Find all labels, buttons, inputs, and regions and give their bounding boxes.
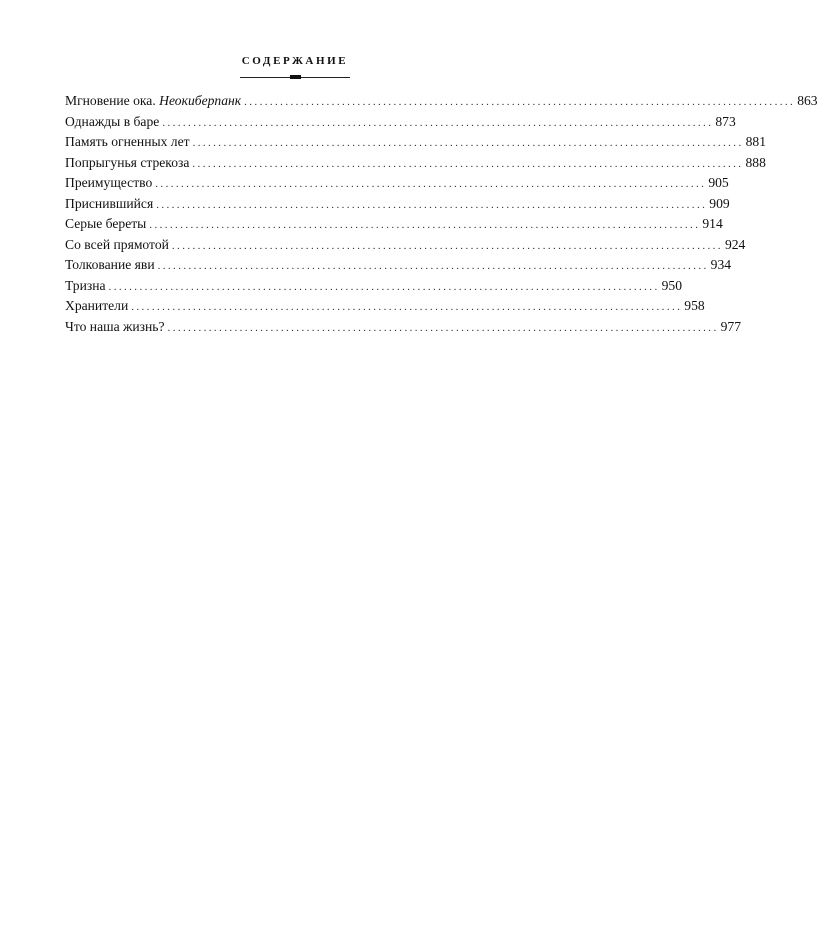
toc-entry	[65, 194, 730, 215]
toc-entry-page: 924	[724, 236, 746, 252]
toc-entry-page: 863	[797, 93, 818, 108]
dot-leader: ...........................................................................................................	[149, 219, 701, 231]
toc-entry-title: Толкование яви	[65, 257, 155, 272]
dot-leader: ...........................................................................................................	[244, 96, 796, 108]
toc-entry-title: Что наша жизнь?	[65, 318, 165, 334]
dot-leader: ...........................................................................................................	[131, 301, 683, 313]
toc-entry-page: 914	[702, 216, 723, 231]
table-of-contents	[65, 91, 818, 337]
heading-rule-ornament	[290, 75, 301, 79]
toc-entry	[65, 132, 767, 153]
toc-entry-title: Приснившийся	[65, 195, 154, 211]
dot-leader: ...........................................................................................................	[155, 178, 707, 190]
toc-entry-page: 873	[715, 113, 736, 129]
toc-entry-title: Хранители	[65, 298, 129, 313]
toc-entry-page: 934	[710, 257, 732, 272]
dot-leader: ...........................................................................................................	[108, 280, 660, 293]
toc-entry	[65, 276, 682, 297]
toc-entry-title: Со всей прямотой	[65, 236, 169, 252]
toc-entry	[65, 214, 723, 235]
toc-entry	[65, 153, 766, 174]
dot-leader: ...........................................................................................................	[192, 157, 744, 170]
toc-entry-page: 950	[661, 277, 682, 293]
toc-entry-page: 905	[708, 175, 729, 190]
toc-entry	[65, 112, 736, 133]
toc-entry-page: 977	[720, 318, 741, 334]
toc-entry-title: Преимущество	[65, 175, 153, 190]
contents-heading: СОДЕРЖАНИЕ	[241, 55, 349, 67]
dot-leader: ...........................................................................................................	[167, 321, 719, 334]
toc-entry-title: Память огненных лет	[65, 134, 190, 149]
toc-entry	[65, 91, 818, 112]
dot-leader: ...........................................................................................................	[192, 137, 744, 149]
toc-entry-title: Однажды в баре	[65, 113, 160, 129]
toc-entry-subtitle: Неокиберпанк	[159, 93, 242, 108]
toc-entry	[65, 296, 705, 317]
toc-entry	[65, 235, 746, 256]
toc-entry-title: Тризна	[65, 277, 106, 293]
toc-entry-title-text: Мгновение ока.	[65, 93, 160, 108]
dot-leader: ...........................................................................................................	[171, 239, 723, 252]
toc-entry-page: 958	[684, 298, 705, 313]
dot-leader: ...........................................................................................................	[157, 260, 709, 272]
toc-entry	[65, 173, 729, 194]
toc-entry-page: 888	[745, 154, 766, 170]
toc-entry	[65, 317, 741, 338]
toc-entry-page: 909	[709, 195, 730, 211]
toc-entry-title: Попрыгунья стрекоза	[65, 154, 190, 170]
toc-entry-title: Серые береты	[65, 216, 147, 231]
toc-entry	[65, 255, 732, 276]
toc-entry-title	[65, 91, 244, 112]
dot-leader: ...........................................................................................................	[162, 116, 714, 129]
dot-leader: ...........................................................................................................	[156, 198, 708, 211]
toc-entry-page: 881	[745, 134, 767, 149]
